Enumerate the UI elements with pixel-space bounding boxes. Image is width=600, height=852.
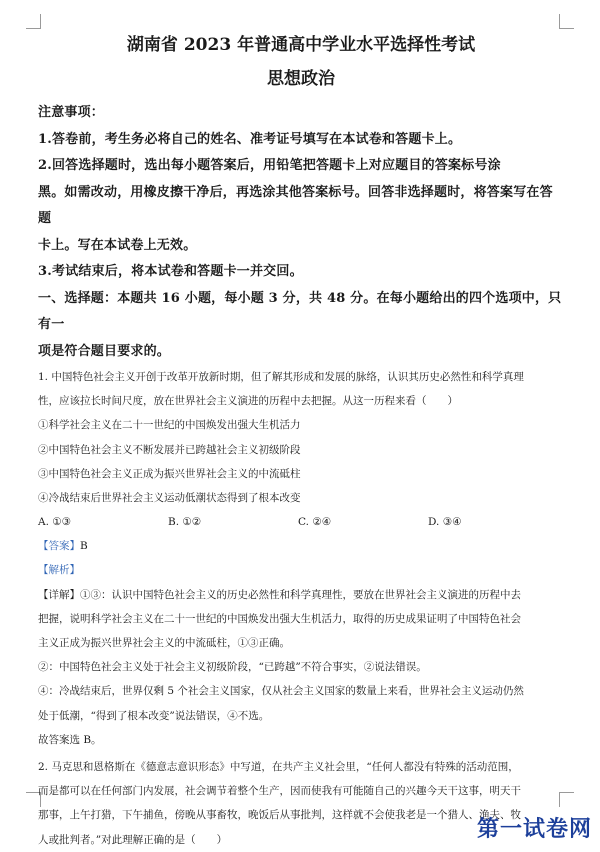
page-content — [38, 30, 564, 852]
option-d: D. ③④ — [428, 516, 462, 529]
crop-mark-top-left — [26, 14, 41, 29]
detail-line: ④：冷战结束后，世界仅剩 5 个社会主义国家，仅从社会主义国家的数量上来看，世界社会主义运动仍然 — [38, 685, 524, 698]
answer-value: B — [80, 540, 88, 553]
notice-line: 3.考试结束后，将本试卷和答题卡一并交回。 — [38, 264, 303, 279]
detail-line: 处于低潮，“得到了根本改变”说法错误，④不选。 — [38, 709, 270, 722]
statement: ④冷战结束后世界社会主义运动低潮状态得到了根本改变 — [38, 492, 301, 505]
option-c: C. ②④ — [298, 516, 332, 529]
answer-tag: 【答案】 — [38, 540, 80, 553]
section-instruction: 一、选择题：本题共 16 小题，每小题 3 分，共 48 分。在每小题给出的四个选项中，只有一 — [38, 290, 562, 332]
analysis-tag: 【解析】 — [38, 564, 80, 577]
detail-tag: 【详解】 — [38, 588, 80, 601]
statement: ②中国特色社会主义不断发展并已跨越社会主义初级阶段 — [38, 443, 301, 456]
conclusion-line: 故答案选 B。 — [38, 733, 102, 746]
notice-section — [38, 100, 564, 365]
notice-line: 黑。如需改动，用橡皮擦干净后，再选涂其他答案标号。回答非选择题时，将答案写在答题 — [38, 184, 553, 226]
question-1 — [38, 365, 564, 752]
statement: ③中国特色社会主义正成为振兴世界社会主义的中流砥柱 — [38, 467, 301, 480]
crop-mark-top-right — [559, 14, 574, 29]
question-stem: 2. 马克思和恩格斯在《德意志意识形态》中写道，在共产主义社会里，“任何人都没有特殊的活动范围， — [38, 761, 519, 774]
notice-heading: 注意事项： — [38, 105, 105, 120]
notice-line: 1.答卷前，考生务必将自己的姓名、准考证号填写在本试卷和答题卡上。 — [38, 131, 462, 147]
answer-options — [38, 510, 564, 534]
question-stem: 1. 中国特色社会主义开创于改革开放新时期，但了解其形成和发展的脉络，认识其历史必然性和科学真理 — [38, 371, 524, 383]
analysis-line — [38, 558, 564, 582]
option-a: A. ①③ — [38, 516, 72, 529]
notice-line: 2.回答选择题时，选出每小题答案后，用铅笔把答题卡上对应题目的答案标号涂 — [38, 158, 501, 173]
notice-line: 卡上。写在本试卷上无效。 — [38, 237, 197, 253]
detail-line: 主义正成为振兴世界社会主义的中流砥柱，①③正确。 — [38, 637, 290, 650]
exam-subject: 思想政治 — [267, 69, 335, 89]
detail-line: ②：中国特色社会主义处于社会主义初级阶段，“已跨越”不符合事实，②说法错误。 — [38, 661, 427, 674]
detail-line: 把握，说明科学社会主义在二十一世纪的中国焕发出强大生机活力，取得的历史成果证明了中国特色社会 — [38, 612, 521, 625]
question-stem: 那事，上午打猎，下午捕鱼，傍晚从事畜牧，晚饭后从事批判，这样就不会使我老是一个猎人、渔夫、牧 — [38, 809, 521, 822]
option-b: B. ①② — [168, 516, 202, 529]
detail-line — [38, 583, 564, 607]
answer-line — [38, 534, 564, 558]
statement: ①科学社会主义在二十一世纪的中国焕发出强大生机活力 — [38, 419, 301, 432]
question-stem: 而是都可以在任何部门内发展，社会调节着整个生产，因而使我有可能随自己的兴趣今天干这事，明天干 — [38, 785, 521, 798]
section-instruction: 项是符合题目要求的。 — [38, 343, 171, 359]
question-stem: 性，应该拉长时间尺度，放在世界社会主义演进的历程中去把握。从这一历程来看（ ） — [38, 395, 458, 408]
question-stem: 人或批判者。”对此理解正确的是（ ） — [38, 833, 228, 846]
exam-title: 湖南省 2023 年普通高中学业水平选择性考试 — [126, 35, 476, 55]
site-watermark: 第一试卷网 — [476, 817, 592, 842]
detail-text: ①③：认识中国特色社会主义的历史必然性和科学真理性，要放在世界社会主义演进的历程中去 — [80, 588, 521, 601]
